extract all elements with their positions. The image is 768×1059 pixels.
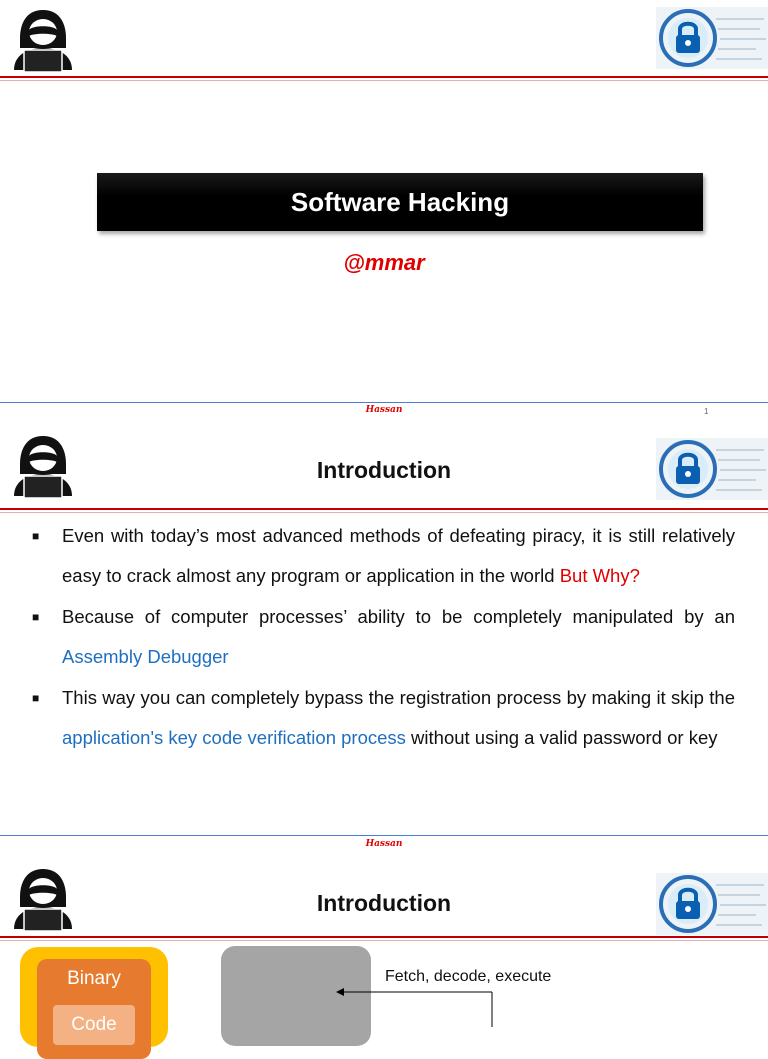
slide-title: Software Hacking xyxy=(290,186,510,217)
header-rule-thin xyxy=(0,80,768,81)
page-number: 1 xyxy=(704,407,709,416)
header-rule xyxy=(0,76,768,78)
slide-heading: Introduction xyxy=(316,890,452,916)
slide-separator xyxy=(0,835,768,836)
fetch-decode-execute-label: Fetch, decode, execute xyxy=(385,968,552,985)
bullet-highlight: application's key code verification process xyxy=(62,727,406,749)
padlock-circuit-icon xyxy=(656,7,768,69)
bullet-item xyxy=(30,516,735,597)
square-bullet-icon: ■ xyxy=(32,609,40,624)
bullet-text: This way you can completely bypass the registration process by making it skip the xyxy=(62,686,735,708)
bullet-highlight: But Why? xyxy=(559,565,640,587)
header-rule-thin xyxy=(0,940,768,941)
bullet-text: Even with today’s most advanced methods of defeating piracy, it is still relatively easy to crack almost any program or application in the world xyxy=(62,525,735,587)
slide-subtitle: @mmar xyxy=(343,250,425,275)
bullet-highlight: Assembly Debugger xyxy=(62,646,229,668)
bullet-item xyxy=(30,597,735,678)
slide-separator xyxy=(0,402,768,403)
bullet-list xyxy=(30,516,735,758)
slide-1 xyxy=(0,0,768,403)
header-rule-thin xyxy=(0,512,768,513)
header-rule xyxy=(0,508,768,510)
bullet-item xyxy=(30,678,735,759)
binary-code-block xyxy=(20,947,168,1047)
slide-1-footer: Hassan xyxy=(365,405,403,415)
code-label: Code xyxy=(71,1014,117,1035)
slide-2-footer: Hassan xyxy=(365,839,403,849)
bullet-text: Because of computer processes’ ability to be completely manipulated by an xyxy=(62,605,735,627)
title-banner xyxy=(97,173,703,231)
code-box xyxy=(53,1005,135,1045)
header-rule xyxy=(0,936,768,938)
binary-label: Binary xyxy=(67,968,121,989)
square-bullet-icon: ■ xyxy=(32,690,40,705)
slide-2 xyxy=(0,404,768,837)
slide-heading: Introduction xyxy=(316,457,452,483)
square-bullet-icon: ■ xyxy=(32,529,40,543)
bullet-tail: without using a valid password or key xyxy=(405,727,718,749)
slide-3 xyxy=(0,837,768,1035)
hooded-hacker-icon xyxy=(12,8,74,72)
binary-inner-block xyxy=(37,959,151,1059)
